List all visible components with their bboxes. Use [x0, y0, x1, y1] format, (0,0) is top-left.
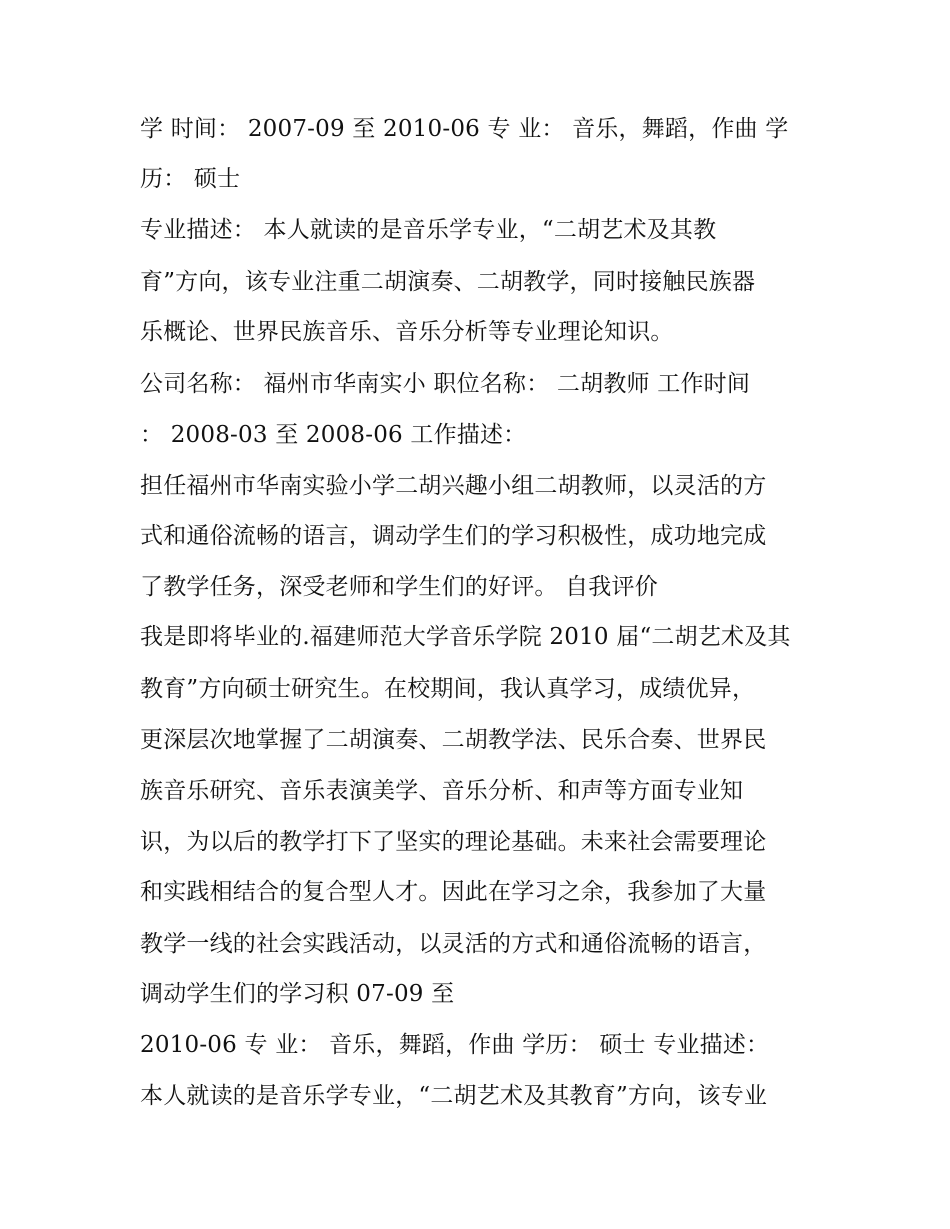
text-line: 和实践相结合的复合型人才。因此在学习之余，我参加了大量 [140, 879, 767, 905]
text-line: 公司名称： 福州市华南实小 职位名称： 二胡教师 工作时间 [140, 371, 751, 397]
text-line: 族音乐研究、音乐表演美学、音乐分析、和声等方面专业知 [140, 778, 744, 804]
text-line: 历： 硕士 [140, 166, 241, 192]
text-line: 本人就读的是音乐学专业，“二胡艺术及其教育”方向，该专业 [140, 1083, 768, 1109]
text-line: 学 时间： 2007-09 至 2010-06 专 业： 音乐，舞蹈，作曲 学 [140, 116, 789, 142]
text-line: 担任福州市华南实验小学二胡兴趣小组二胡教师，以灵活的方 [140, 473, 767, 499]
text-line: 调动学生们的学习积 07-09 至 [140, 981, 455, 1007]
text-line: 了教学任务，深受老师和学生们的好评。 自我评价 [140, 574, 658, 600]
text-line: 专业描述： 本人就读的是音乐学专业，“二胡艺术及其教 [140, 217, 717, 243]
text-line: 我是即将毕业的.福建师范大学音乐学院 2010 届“二胡艺术及其 [140, 624, 791, 650]
text-line: ： 2008-03 至 2008-06 工作描述： [140, 422, 527, 448]
text-line: 教学一线的社会实践活动，以灵活的方式和通俗流畅的语言， [140, 931, 767, 957]
text-line: 教育”方向硕士研究生。在校期间，我认真学习，成绩优异， [140, 676, 756, 702]
text-line: 式和通俗流畅的语言，调动学生们的学习积极性，成功地完成 [140, 523, 767, 549]
text-line: 乐概论、世界民族音乐、音乐分析等专业理论知识。 [140, 319, 674, 345]
text-line: 育”方向，该专业注重二胡演奏、二胡教学，同时接触民族器 [140, 269, 756, 295]
text-line: 识，为以后的教学打下了坚实的理论基础。未来社会需要理论 [140, 829, 767, 855]
text-line: 2010-06 专 业： 音乐，舞蹈，作曲 学历： 硕士 专业描述： [140, 1032, 770, 1058]
text-line: 更深层次地掌握了二胡演奏、二胡教学法、民乐合奏、世界民 [140, 727, 767, 753]
